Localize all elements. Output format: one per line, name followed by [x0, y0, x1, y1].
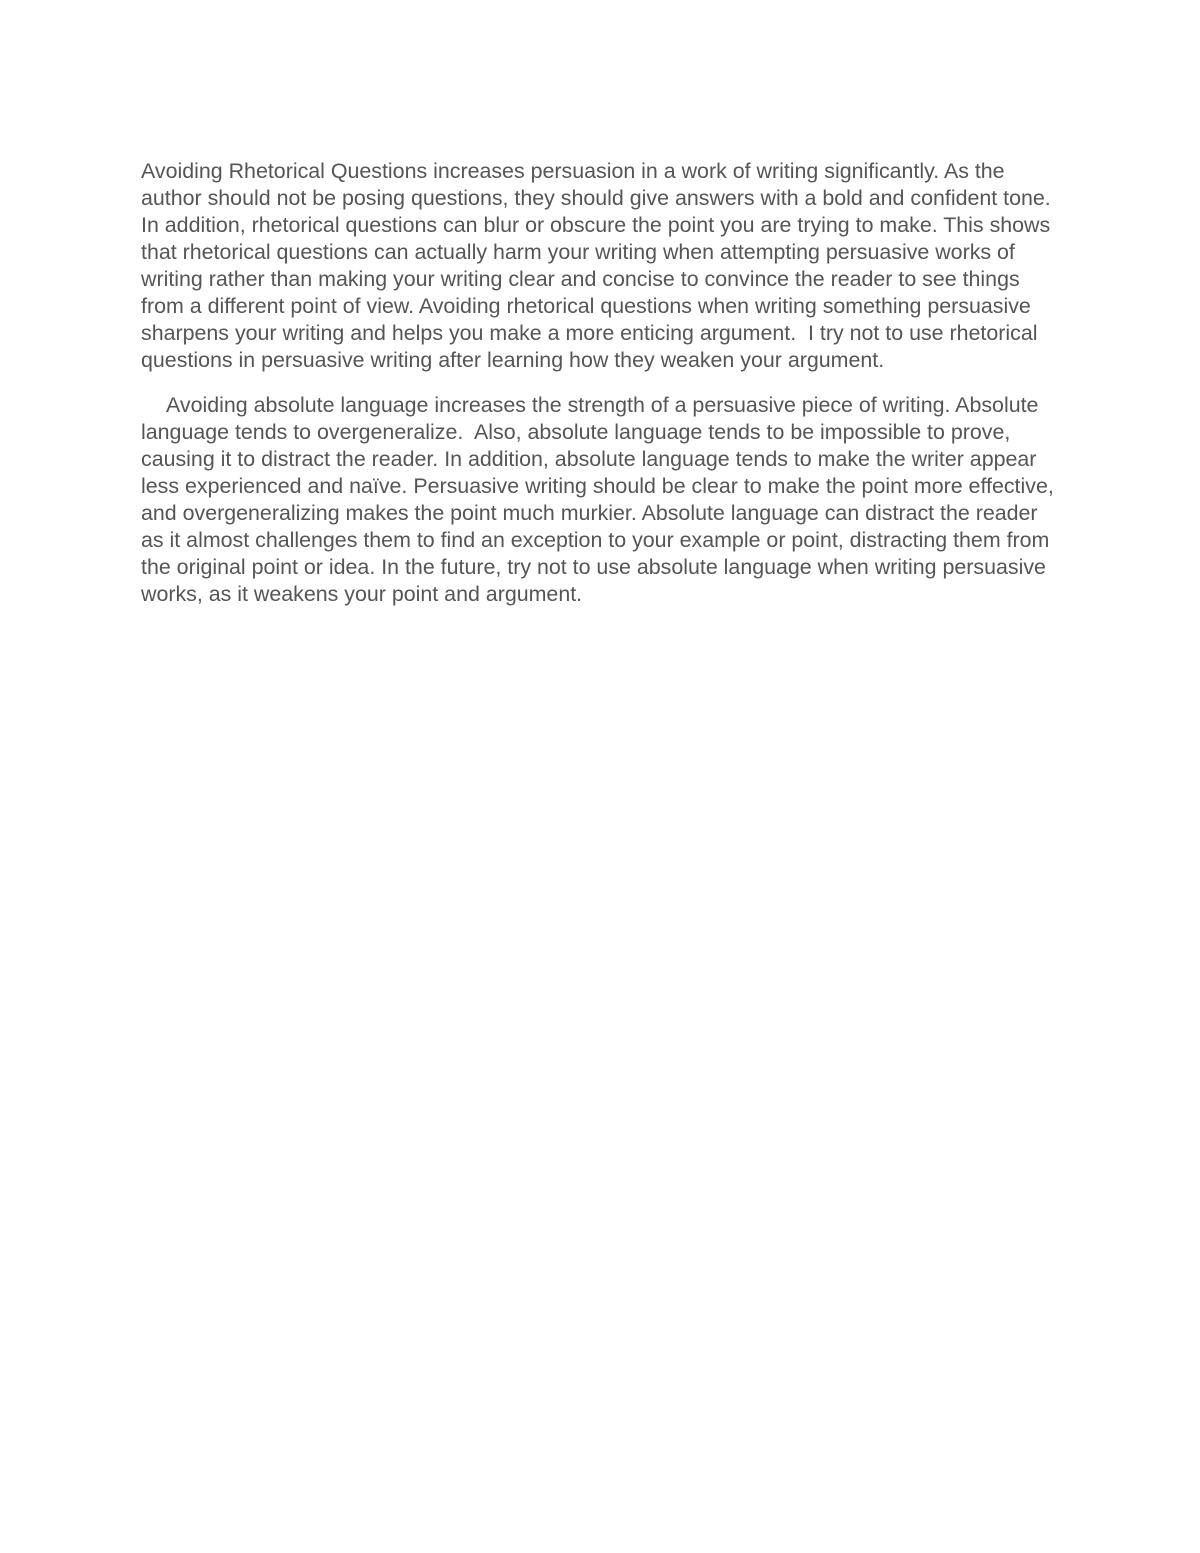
document-body — [141, 158, 1066, 608]
paragraph-absolute-language: Avoiding absolute language increases the strength of a persuasive piece of writing. Absolute language tends to overgeneralize. Also, absolute language tends to be impossible to prove, causing it to distract the reader. In addition, absolute language tends to make the writer appear less experienced and naïve. Persuasive writing should be clear to make the point more effective, and overgeneralizing makes the point much murkier. Absolute language can distract the reader as it almost challenges them to find an exception to your example or point, distracting them from the original point or idea. In the future, try not to use absolute language when writing persuasive works, as it weakens your point and argument. — [141, 393, 1060, 606]
paragraph-rhetorical-questions: Avoiding Rhetorical Questions increases persuasion in a work of writing significantly. As the author should not be posing questions, they should give answers with a bold and confident tone. In addition, rhetorical questions can blur or obscure the point you are trying to make. This shows that rhetorical questions can actually harm your writing when attempting persuasive works of writing rather than making your writing clear and concise to convince the reader to see things from a different point of view. Avoiding rhetorical questions when writing something persuasive sharpens your writing and helps you make a more enticing argument. I try not to use rhetorical questions in persuasive writing after learning how they weaken your argument. — [141, 159, 1057, 372]
